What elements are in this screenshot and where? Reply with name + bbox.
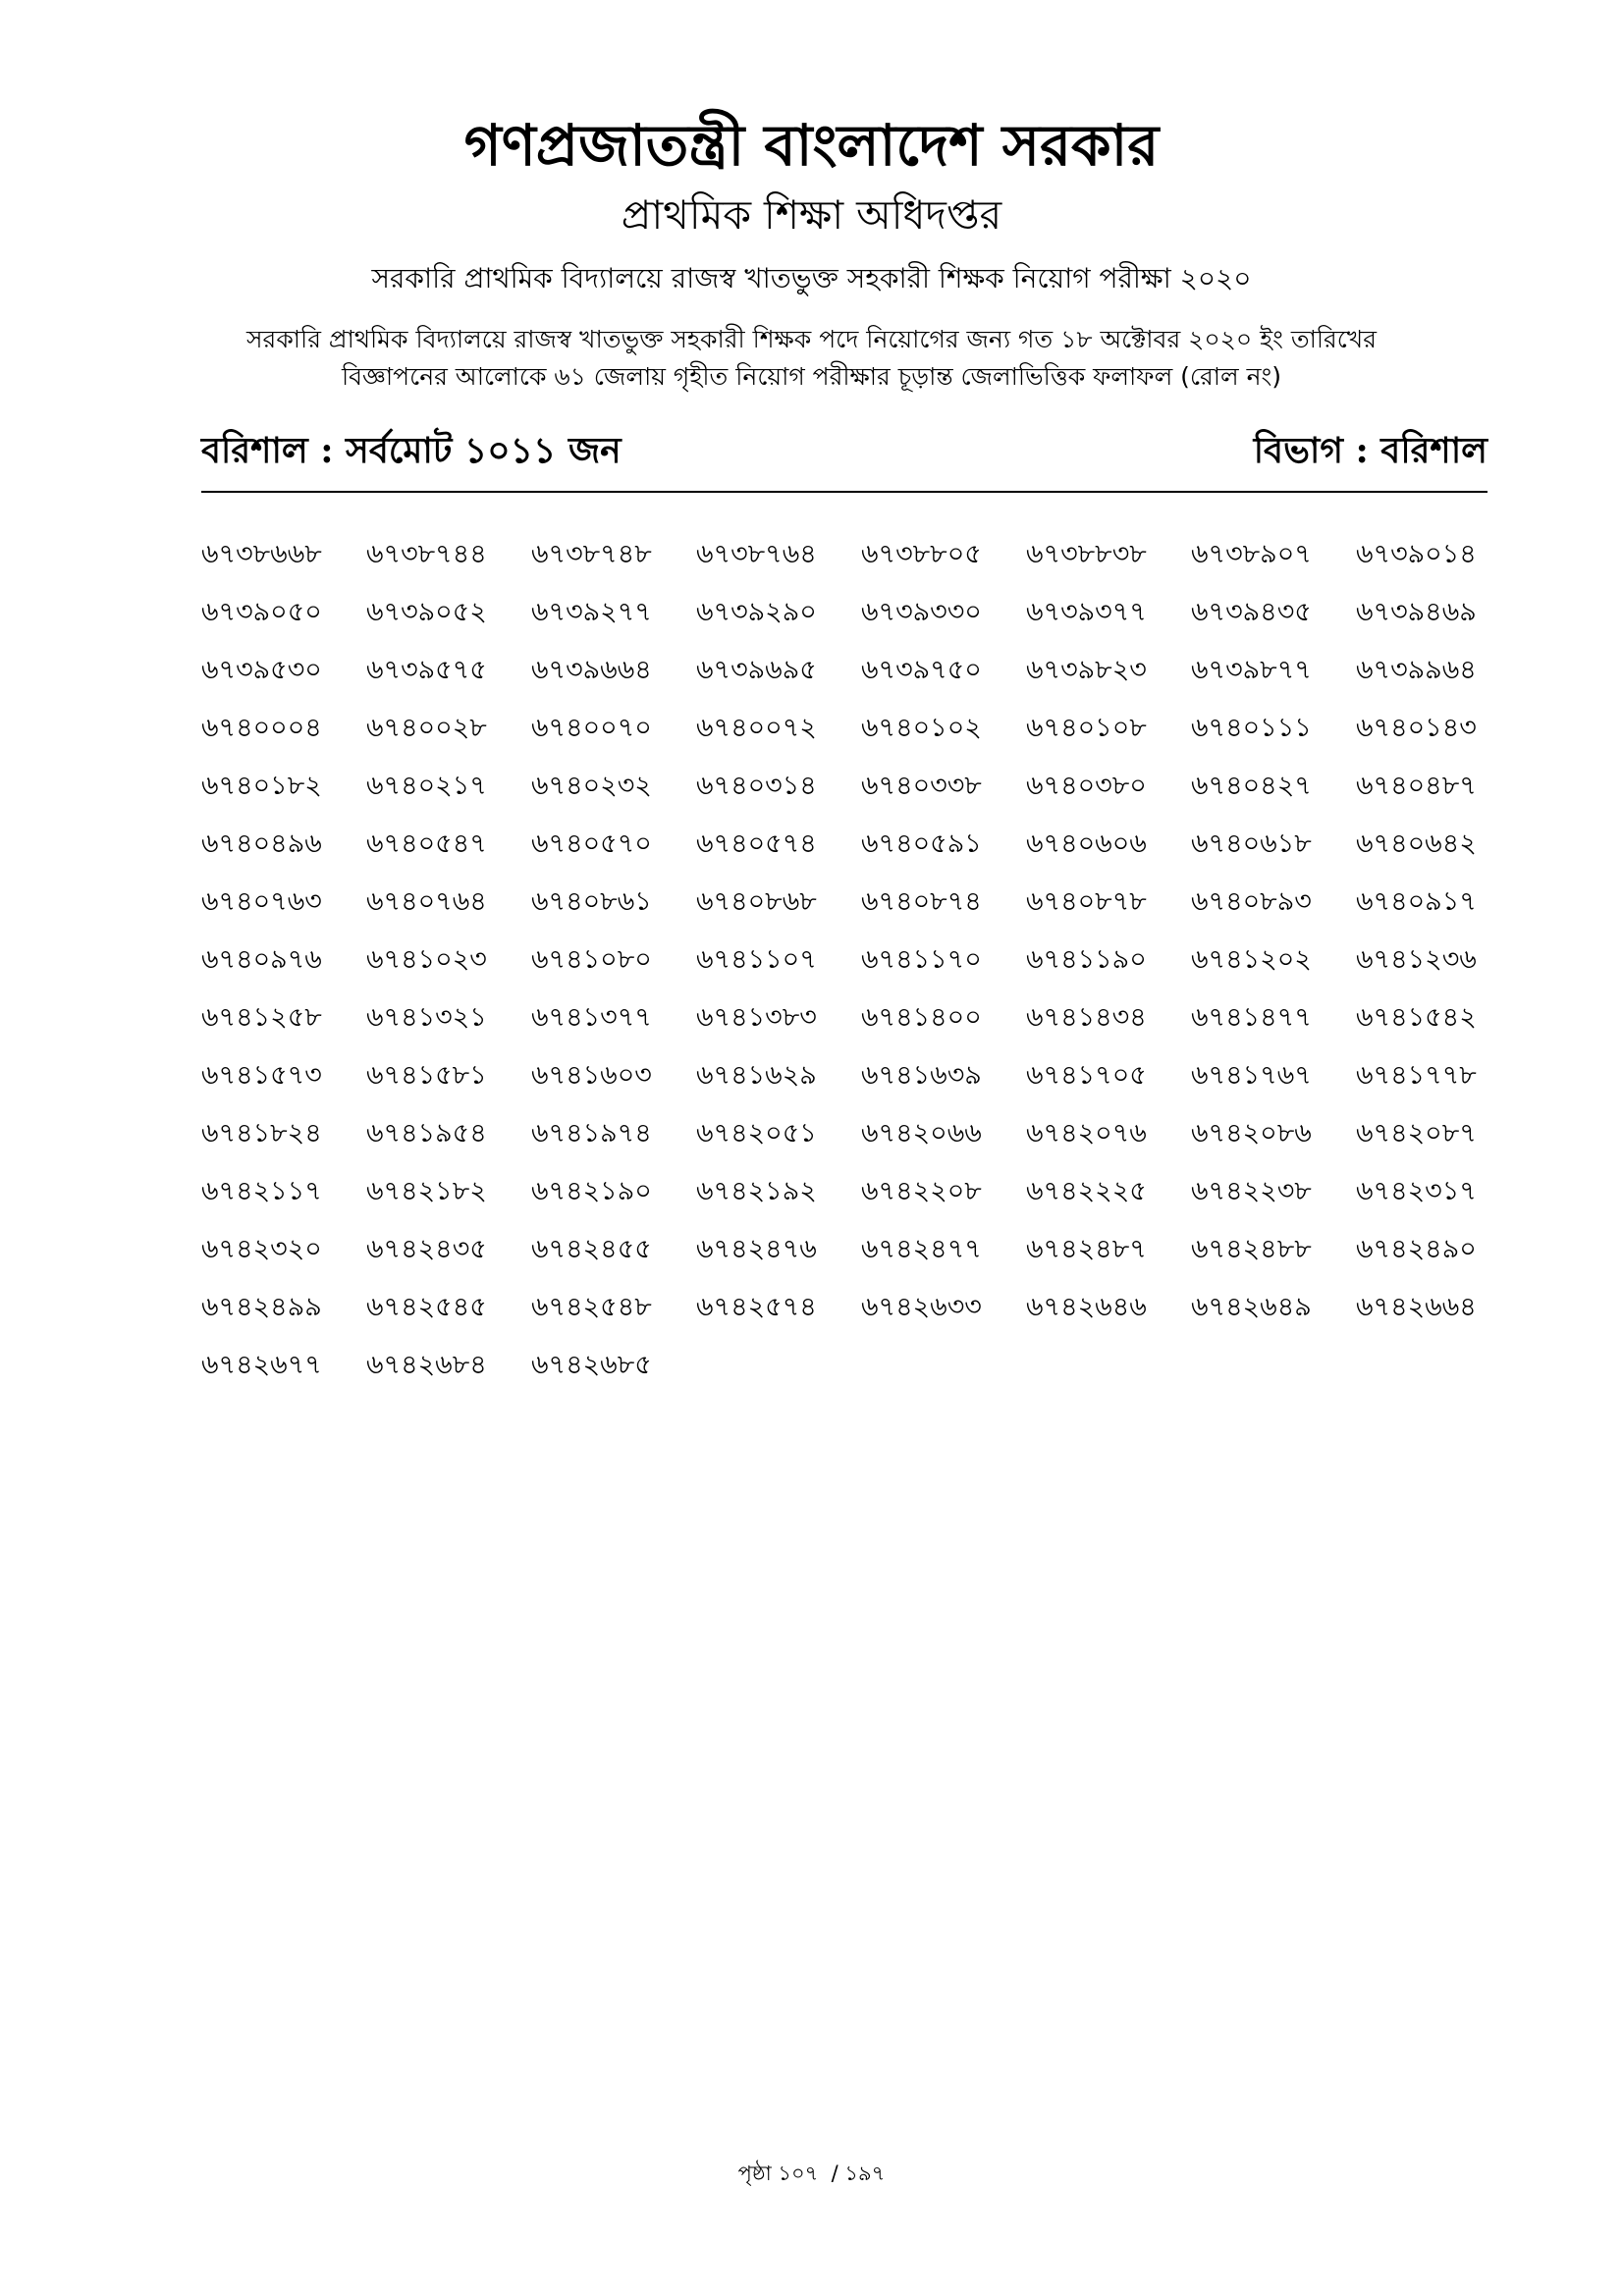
roll-number: ৬৭৩৮৭৬৪ [696, 539, 817, 569]
roll-number: ৬৭৩৯৬৯৫ [696, 655, 817, 685]
roll-number: ৬৭৩৮৮৩৮ [1026, 539, 1147, 569]
roll-number: ৬৭৪০০৭০ [531, 713, 652, 743]
roll-number: ৬৭৪২০৭৬ [1026, 1118, 1147, 1148]
roll-number: ৬৭৪১৫৮১ [366, 1060, 487, 1091]
roll-number: ৬৭৪২০৮৬ [1191, 1118, 1312, 1148]
roll-number: ৬৭৩৯২৯০ [696, 597, 817, 627]
roll-number: ৬৭৪০০২৮ [366, 713, 487, 743]
roll-number: ৬৭৪০৮৯৩ [1191, 886, 1312, 917]
roll-number: ৬৭৪০৯১৭ [1356, 886, 1477, 917]
roll-number: ৬৭৪২৪৭৭ [861, 1234, 982, 1264]
roll-number: ৬৭৪০৬৪২ [1356, 828, 1477, 859]
roll-number: ৬৭৪২২০৮ [861, 1176, 982, 1206]
roll-number: ৬৭৪১১০৭ [696, 944, 817, 975]
roll-number: ৬৭৪১৫৭৩ [201, 1060, 322, 1091]
roll-number: ৬৭৪০১৪৩ [1356, 713, 1477, 743]
roll-number: ৬৭৪২৫৭৪ [696, 1292, 817, 1322]
roll-number: ৬৭৪১৭৬৭ [1191, 1060, 1312, 1091]
roll-number: ৬৭৪২৬৪৬ [1026, 1292, 1147, 1322]
roll-number: ৬৭৪০৪৮৭ [1356, 771, 1477, 801]
roll-number: ৬৭৪০৬০৬ [1026, 828, 1147, 859]
roll-number: ৬৭৪২৪৯৯ [201, 1292, 322, 1322]
roll-number: ৬৭৪০২১৭ [366, 771, 487, 801]
roll-number: ৬৭৪১৭৭৮ [1356, 1060, 1477, 1091]
notice-line-2: বিজ্ঞাপনের আলোকে ৬১ জেলায় গৃহীত নিয়োগ পরীক্ষার চূড়ান্ত জেলাভিত্তিক ফলাফল (রোল নং) [341, 362, 1282, 391]
roll-number: ৬৭৪০৯৭৬ [201, 944, 322, 975]
roll-number: ৬৭৪১০২৩ [366, 944, 487, 975]
roll-number: ৬৭৩৯০৫০ [201, 597, 322, 627]
roll-number: ৬৭৪২৪৭৬ [696, 1234, 817, 1264]
roll-number: ৬৭৪০৫৪৭ [366, 828, 487, 859]
roll-number: ৬৭৩৯৩৭৭ [1026, 597, 1147, 627]
notice-line-1: সরকারি প্রাথমিক বিদ্যালয়ে রাজস্ব খাতভুক্ত সহকারী শিক্ষক পদে নিয়োগের জন্য গত ১৮ অক্টোবর ২০২০ ইং তারিখের [246, 325, 1377, 353]
roll-number: ৬৭৩৯২৭৭ [531, 597, 652, 627]
roll-number: ৬৭৩৯৫৭৫ [366, 655, 487, 685]
roll-number: ৬৭৩৯৬৬৪ [531, 655, 652, 685]
roll-number: ৬৭৪২১৯২ [696, 1176, 817, 1206]
roll-number: ৬৭৪০৫৭৪ [696, 828, 817, 859]
roll-number: ৬৭৪০৮৭৮ [1026, 886, 1147, 917]
roll-number: ৬৭৪০৬১৮ [1191, 828, 1312, 859]
roll-number: ৬৭৪২৪৮৭ [1026, 1234, 1147, 1264]
roll-number: ৬৭৪২০৫১ [696, 1118, 817, 1148]
roll-number: ৬৭৪২৬৩৩ [861, 1292, 982, 1322]
roll-number: ৬৭৪০০৭২ [696, 713, 817, 743]
exam-title: সরকারি প্রাথমিক বিদ্যালয়ে রাজস্ব খাতভুক্ত সহকারী শিক্ষক নিয়োগ পরীক্ষা ২০২০ [371, 262, 1252, 294]
roll-number: ৬৭৪০৩৮০ [1026, 771, 1147, 801]
roll-number: ৬৭৪২০৮৭ [1356, 1118, 1477, 1148]
roll-number: ৬৭৪২১৯০ [531, 1176, 652, 1206]
roll-number: ৬৭৪০৫৯১ [861, 828, 982, 859]
roll-number: ৬৭৪০৩৩৮ [861, 771, 982, 801]
roll-number: ৬৭৪১৪৭৭ [1191, 1002, 1312, 1033]
district-total: বরিশাল : সর্বমোট ১০১১ জন [201, 430, 622, 471]
roll-number: ৬৭৪০১১১ [1191, 713, 1312, 743]
roll-number: ৬৭৩৯৪৬৯ [1356, 597, 1477, 627]
roll-number: ৬৭৪২৬৮৫ [531, 1350, 652, 1380]
roll-number: ৬৭৩৮৭৪৮ [531, 539, 652, 569]
roll-number: ৬৭৪২৬৭৭ [201, 1350, 322, 1380]
roll-number: ৬৭৪২৪৮৮ [1191, 1234, 1312, 1264]
roll-number: ৬৭৪২৩১৭ [1356, 1176, 1477, 1206]
roll-number: ৬৭৩৯০১৪ [1356, 539, 1477, 569]
roll-number: ৬৭৪১৬৩৯ [861, 1060, 982, 1091]
roll-number: ৬৭৪১৯৫৪ [366, 1118, 487, 1148]
roll-number: ৬৭৪২০৬৬ [861, 1118, 982, 1148]
roll-number: ৬৭৪০৪৯৬ [201, 828, 322, 859]
roll-number: ৬৭৪০২৩২ [531, 771, 652, 801]
roll-number: ৬৭৪০৪২৭ [1191, 771, 1312, 801]
roll-number: ৬৭৪০৭৬৪ [366, 886, 487, 917]
roll-number: ৬৭৩৮৮০৫ [861, 539, 982, 569]
roll-number: ৬৭৪০৭৬৩ [201, 886, 322, 917]
roll-number: ৬৭৩৯৮৭৭ [1191, 655, 1312, 685]
roll-number: ৬৭৪১৬২৯ [696, 1060, 817, 1091]
roll-number: ৬৭৪১১৯০ [1026, 944, 1147, 975]
roll-number: ৬৭৪০৫৭০ [531, 828, 652, 859]
roll-number: ৬৭৪২৩২০ [201, 1234, 322, 1264]
roll-number: ৬৭৪০৮৬১ [531, 886, 652, 917]
roll-number: ৬৭৪১৭০৫ [1026, 1060, 1147, 1091]
roll-number: ৬৭৪১৯৭৪ [531, 1118, 652, 1148]
roll-number: ৬৭৩৯০৫২ [366, 597, 487, 627]
roll-number: ৬৭৪২৪৫৫ [531, 1234, 652, 1264]
roll-number: ৬৭৩৯৪৩৫ [1191, 597, 1312, 627]
roll-number: ৬৭৪০৮৭৪ [861, 886, 982, 917]
division-label: বিভাগ : বরিশাল [1253, 430, 1488, 471]
roll-number: ৬৭৪১২৩৬ [1356, 944, 1477, 975]
roll-number: ৬৭৪১৪০০ [861, 1002, 982, 1033]
roll-number: ৬৭৪০৮৬৮ [696, 886, 817, 917]
roll-number: ৬৭৩৯৭৫০ [861, 655, 982, 685]
roll-number: ৬৭৪২৪৩৫ [366, 1234, 487, 1264]
roll-number: ৬৭৪১০৮০ [531, 944, 652, 975]
roll-number: ৬৭৪১৬০৩ [531, 1060, 652, 1091]
roll-number: ৬৭৪২৪৯০ [1356, 1234, 1477, 1264]
roll-number: ৬৭৪২৫৪৮ [531, 1292, 652, 1322]
roll-number: ৬৭৪১৩৮৩ [696, 1002, 817, 1033]
roll-number: ৬৭৩৯৩৩০ [861, 597, 982, 627]
roll-number: ৬৭৪১৮২৪ [201, 1118, 322, 1148]
roll-number: ৬৭৪২১১৭ [201, 1176, 322, 1206]
roll-number: ৬৭৪১৪৩৪ [1026, 1002, 1147, 1033]
section-header [201, 424, 1488, 493]
roll-number: ৬৭৪১১৭০ [861, 944, 982, 975]
roll-number: ৬৭৩৮৬৬৮ [201, 539, 322, 569]
roll-number: ৬৭৩৯৮২৩ [1026, 655, 1147, 685]
roll-number: ৬৭৪২৬৪৯ [1191, 1292, 1312, 1322]
roll-number: ৬৭৪২২৩৮ [1191, 1176, 1312, 1206]
page-number: পৃষ্ঠা ১০৭ / ১৯৭ [737, 2162, 886, 2185]
government-title: গণপ্রজাতন্ত্রী বাংলাদেশ সরকার [463, 112, 1160, 179]
roll-number: ৬৭৪২১৮২ [366, 1176, 487, 1206]
roll-number: ৬৭৪১৫৪২ [1356, 1002, 1477, 1033]
roll-number: ৬৭৪১৩৭৭ [531, 1002, 652, 1033]
roll-number: ৬৭৩৮৭৪৪ [366, 539, 487, 569]
roll-number: ৬৭৪২৬৬৪ [1356, 1292, 1477, 1322]
roll-number: ৬৭৪২৬৮৪ [366, 1350, 487, 1380]
roll-number: ৬৭৩৯৫৩০ [201, 655, 322, 685]
roll-number: ৬৭৪০১০২ [861, 713, 982, 743]
roll-number: ৬৭৪০১৮২ [201, 771, 322, 801]
roll-number: ৬৭৩৯৯৬৪ [1356, 655, 1477, 685]
roll-number: ৬৭৪১৩২১ [366, 1002, 487, 1033]
roll-number-grid [201, 535, 1507, 1404]
roll-number: ৬৭৪২২২৫ [1026, 1176, 1147, 1206]
roll-number: ৬৭৪০১০৮ [1026, 713, 1147, 743]
department-title: প্রাথমিক শিক্ষা অধিদপ্তর [621, 191, 1002, 239]
roll-number: ৬৭৪০০০৪ [201, 713, 322, 743]
roll-number: ৬৭৪১২৫৮ [201, 1002, 322, 1033]
roll-number: ৬৭৪১২০২ [1191, 944, 1312, 975]
roll-number: ৬৭৩৮৯০৭ [1191, 539, 1312, 569]
roll-number: ৬৭৪২৫৪৫ [366, 1292, 487, 1322]
roll-number: ৬৭৪০৩১৪ [696, 771, 817, 801]
